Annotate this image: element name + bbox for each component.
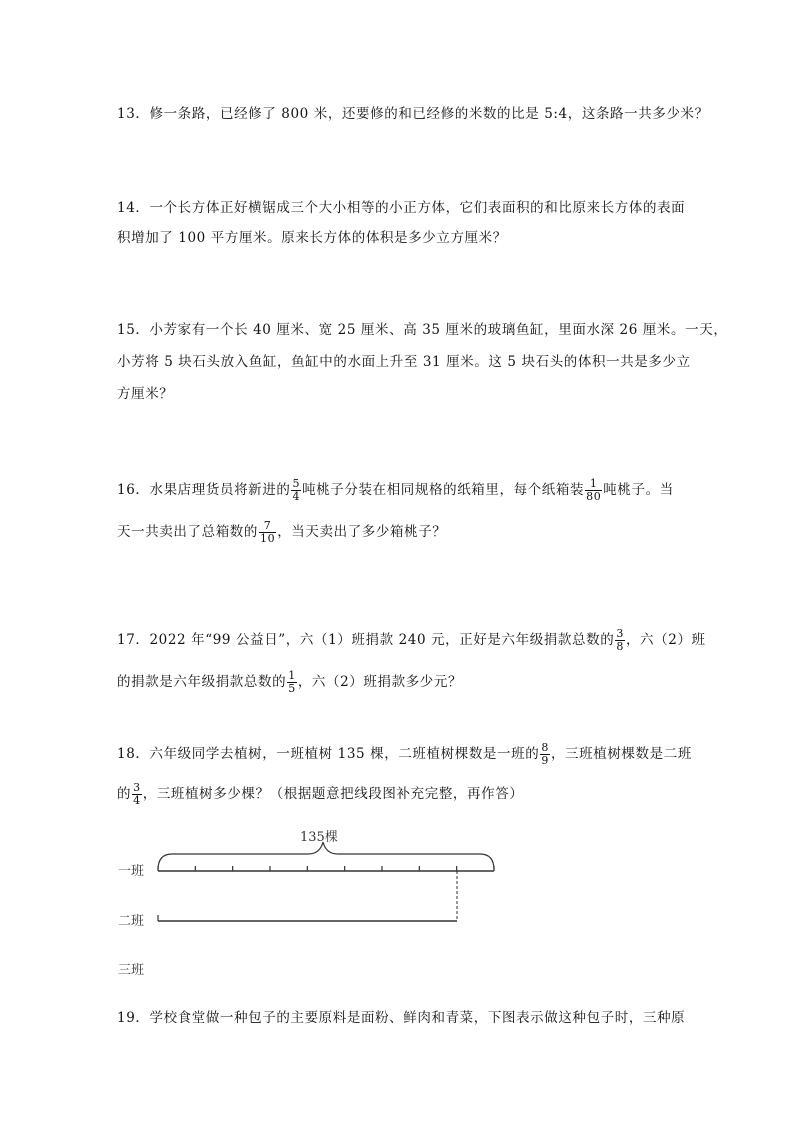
q18-line1: [117, 742, 692, 767]
q13-line1: 13．修一条路，已经修了 800 米，还要修的和已经修的米数的比是 5:4，这条路一共多少米？: [117, 106, 709, 122]
q18-text-d: ，三班植树多少棵？（根据题意把线段图补充完整，再作答）: [142, 786, 524, 802]
tick-marks: [158, 866, 494, 871]
numerator: 5: [292, 477, 301, 490]
q17-text-a: 17．2022 年“99 公益日”，六（1）班捐款 240 元，正好是六年级捐款总数的: [117, 632, 615, 648]
fraction-7-10: [259, 520, 276, 545]
numerator: 1: [288, 669, 296, 682]
segment-diagram-svg: [110, 820, 530, 1000]
q18-text-c: 的: [117, 786, 132, 802]
fraction-3-8: [615, 628, 625, 653]
q15-line1: 15．小芳家有一个长 40 厘米、宽 25 厘米、高 35 厘米的玻璃鱼缸，里面水深 26 厘米。一天，: [117, 322, 728, 338]
row-label-class3: 三班: [118, 963, 145, 978]
row-label-class1: 一班: [118, 864, 145, 879]
line-segment-diagram: [110, 820, 530, 1000]
q17-line1: [117, 628, 706, 653]
q18-text-a: 18．六年级同学去植树，一班植树 135 棵，二班植树棵数是一班的: [117, 746, 540, 762]
denominator: 10: [260, 532, 276, 545]
fraction-8-9: [540, 742, 550, 767]
q17-text-b: ，六（2）班: [625, 632, 706, 648]
denominator: 5: [288, 682, 296, 695]
q15-line3: 方厘米？: [117, 386, 174, 402]
q17-text-d: ，六（2）班捐款多少元？: [297, 674, 463, 690]
q16-text-d: 天一共卖出了总箱数的: [117, 524, 258, 540]
denominator: 4: [292, 490, 301, 503]
q14-line2: 积增加了 100 平方厘米。原来长方体的体积是多少立方厘米？: [117, 230, 507, 246]
fraction-3-4: [132, 782, 142, 807]
brace-label: 135棵: [300, 830, 338, 845]
q16-text-a: 16．水果店理货员将新进的: [117, 482, 291, 498]
q18-text-b: ，三班植树棵数是二班: [550, 746, 692, 762]
q16-line2: [117, 520, 446, 545]
fraction-1-5: [287, 670, 297, 695]
fraction-1-80: [585, 478, 602, 503]
fraction-5-4: [291, 478, 301, 503]
numerator: 3: [616, 627, 624, 640]
denominator: 80: [586, 490, 602, 503]
denominator: 9: [541, 754, 549, 767]
q15-line2: 小芳将 5 块石头放入鱼缸，鱼缸中的水面上升至 31 厘米。这 5 块石头的体积一共是多少立: [117, 354, 691, 370]
numerator: 3: [133, 781, 141, 794]
q16-line1: [117, 478, 674, 503]
q18-line2: [117, 782, 523, 807]
q17-text-c: 的捐款是六年级捐款总数的: [117, 674, 287, 690]
q19-line1: 19．学校食堂做一种包子的主要原料是面粉、鲜肉和青菜，下图表示做这种包子时，三种原: [117, 1010, 686, 1026]
numerator: 1: [585, 478, 602, 491]
q17-line2: [117, 670, 462, 695]
numerator: 7: [259, 520, 276, 533]
numerator: 8: [541, 741, 549, 754]
brace: [158, 842, 494, 870]
denominator: 8: [616, 640, 624, 653]
q16-text-b: 吨桃子分装在相同规格的纸箱里，每个纸箱装: [302, 482, 585, 498]
row-label-class2: 二班: [118, 914, 145, 929]
denominator: 4: [133, 794, 141, 807]
q14-line1: 14．一个长方体正好横锯成三个大小相等的小正方体，它们表面积的和比原来长方体的表面: [117, 200, 686, 216]
q16-text-c: 吨桃子。当: [603, 482, 674, 498]
q16-text-e: ，当天卖出了多少箱桃子？: [277, 524, 447, 540]
